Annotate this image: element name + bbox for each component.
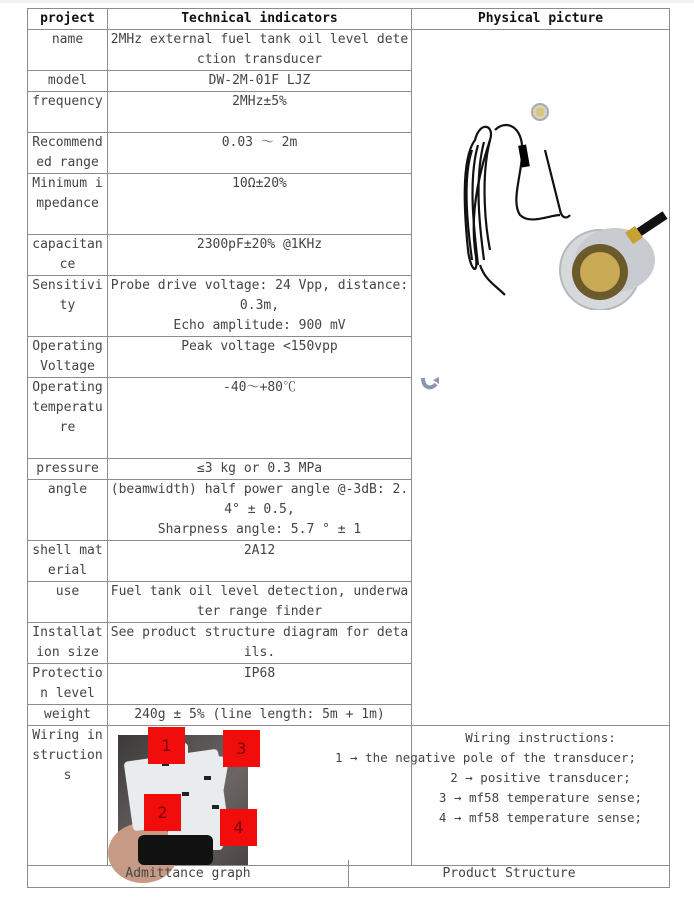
row-value: 2300pF±20% @1KHz — [108, 235, 412, 276]
wiring-instructions-cell — [334, 726, 670, 866]
row-value: 0.03 ～ 2m — [108, 133, 412, 174]
pin-label-3: 3 — [223, 730, 260, 767]
row-value — [108, 480, 412, 541]
row-value: 240g ± 5% (line length: 5m + 1m) — [108, 705, 412, 726]
row-value: DW-2M-01F LJZ — [108, 71, 412, 92]
row-label: pressure — [28, 459, 108, 480]
row-label: use — [28, 582, 108, 623]
pin-label-1: 1 — [148, 727, 185, 764]
header-row — [28, 9, 670, 30]
wiring-line-3: 3 → mf58 temperature sense; — [438, 790, 643, 805]
row-value: 10Ω±20% — [108, 174, 412, 235]
angle-line-2: Sharpness angle: 5.7 ° ± 1 — [157, 522, 362, 537]
wiring-line-2: 2 → positive transducer; — [450, 770, 631, 785]
pin-label-4: 4 — [220, 809, 257, 846]
wiring-line-1: 1 → the negative pole of the transducer; — [334, 750, 637, 765]
row-label: Operating temperature — [28, 378, 108, 459]
wiring-row — [28, 726, 670, 866]
row-label: Recommended range — [28, 133, 108, 174]
row-label: weight — [28, 705, 108, 726]
row-label: angle — [28, 480, 108, 541]
transducer-photo — [450, 100, 675, 310]
row-value: Peak voltage <150vpp — [108, 337, 412, 378]
row-label: model — [28, 71, 108, 92]
row-value: IP68 — [108, 664, 412, 705]
footer-row — [27, 860, 670, 888]
spec-table — [27, 8, 670, 866]
header-project: project — [28, 9, 108, 30]
rotate-icon — [420, 374, 444, 392]
sensitivity-line-2: Echo amplitude: 900 mV — [173, 318, 346, 333]
wiring-photo-cell — [108, 726, 412, 866]
wiring-label: Wiring instructions — [28, 726, 108, 866]
row-label: name — [28, 30, 108, 71]
sensitivity-line-1: Probe drive voltage: 24 Vpp, distance: 0.3m, — [110, 278, 409, 313]
row-label: Protection level — [28, 664, 108, 705]
pin-label-2: 2 — [144, 794, 181, 831]
row-label: Minimum impedance — [28, 174, 108, 235]
physical-picture-cell — [412, 30, 670, 726]
row-value: 2A12 — [108, 541, 412, 582]
row-label: shell material — [28, 541, 108, 582]
row-value — [108, 276, 412, 337]
top-divider — [0, 0, 694, 3]
row-value: Fuel tank oil level detection, underwater range finder — [108, 582, 412, 623]
connector-photo — [118, 735, 248, 865]
row-value: 2MHz±5% — [108, 92, 412, 133]
wiring-line-4: 4 → mf58 temperature sense; — [438, 810, 643, 825]
row-label: Installation size — [28, 623, 108, 664]
row-value: ≤3 kg or 0.3 MPa — [108, 459, 412, 480]
wiring-instructions — [334, 726, 667, 828]
row-value: -40～+80℃ — [108, 378, 412, 459]
table-row — [28, 30, 670, 71]
header-technical-indicators: Technical indicators — [108, 9, 412, 30]
row-value: See product structure diagram for details. — [108, 623, 412, 664]
row-value: 2MHz external fuel tank oil level detection transducer — [108, 30, 412, 71]
row-label: Operating Voltage — [28, 337, 108, 378]
angle-line-1: (beamwidth) half power angle @-3dB: 2.4° ± 0.5, — [110, 482, 409, 517]
row-label: Sensitivity — [28, 276, 108, 337]
wiring-title: Wiring instructions: — [465, 730, 616, 745]
row-label: frequency — [28, 92, 108, 133]
admittance-graph-heading: Admittance graph — [28, 860, 349, 887]
header-physical-picture: Physical picture — [412, 9, 670, 30]
product-structure-heading: Product Structure — [442, 866, 576, 881]
row-label: capacitance — [28, 235, 108, 276]
